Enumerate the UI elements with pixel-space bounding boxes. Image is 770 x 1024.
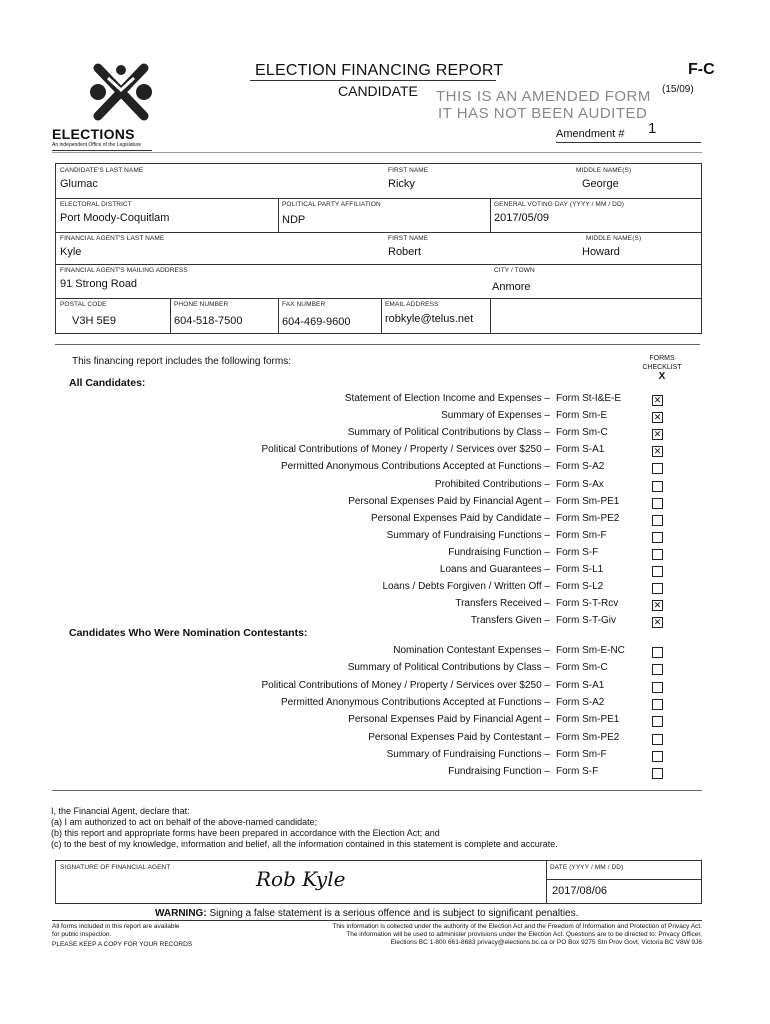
district-label: ELECTORAL DISTRICT bbox=[60, 201, 132, 208]
agent-middle-name: Howard bbox=[582, 246, 620, 258]
form-description: Summary of Fundraising Functions – bbox=[386, 748, 550, 760]
form-description: Prohibited Contributions – bbox=[434, 478, 550, 490]
stamp-line-1: THIS IS AN AMENDED FORM bbox=[436, 88, 651, 105]
page-subtitle: CANDIDATE bbox=[338, 83, 418, 99]
phone-label: PHONE NUMBER bbox=[174, 301, 229, 308]
form-checkbox[interactable] bbox=[652, 734, 663, 745]
footer-left-line-1: All forms included in this report are available bbox=[52, 923, 180, 930]
declaration-line-3: (b) this report and appropriate forms have been prepared in accordance with the Election Act; and bbox=[51, 828, 440, 838]
declaration-line-4: (c) to the best of my knowledge, information and belief, all the information contained in this statement is complete and accurate. bbox=[51, 839, 558, 849]
form-checkbox[interactable]: ✕ bbox=[653, 395, 662, 405]
form-description: Summary of Fundraising Functions – bbox=[386, 529, 550, 541]
form-checkbox[interactable]: ✕ bbox=[653, 412, 662, 423]
candidate-middle-name-label: MIDDLE NAME(S) bbox=[576, 167, 632, 174]
candidate-last-name: Glumac bbox=[60, 178, 98, 190]
checklist-label-3: X bbox=[658, 371, 666, 382]
form-checkbox[interactable] bbox=[652, 481, 663, 492]
form-code-label: Form Sm-E bbox=[556, 410, 608, 422]
form-checkbox[interactable] bbox=[652, 716, 663, 727]
form-code-label: Form Sm-E-NC bbox=[556, 645, 625, 656]
form-description: Loans and Guarantees – bbox=[439, 564, 550, 575]
form-code-label: Form Sm-PE1 bbox=[556, 495, 620, 507]
form-description: Personal Expenses Paid by Financial Agent – bbox=[348, 495, 550, 507]
candidate-info-box bbox=[55, 163, 702, 334]
form-code-label: Form Sm-PE2 bbox=[556, 512, 620, 524]
amendment-value: 1 bbox=[648, 120, 657, 137]
declaration bbox=[51, 806, 558, 850]
form-code-label: Form S-L1 bbox=[556, 564, 604, 575]
form-code-label: Form S-F bbox=[556, 766, 599, 778]
form-description: Political Contributions of Money / Property / Services over $250 – bbox=[261, 679, 550, 691]
form-description: Nomination Contestant Expenses – bbox=[393, 645, 550, 656]
org-tagline: An independent Office of the Legislature bbox=[52, 142, 142, 148]
form-version: (15/09) bbox=[662, 84, 694, 95]
all-candidates-heading: All Candidates: bbox=[69, 377, 146, 389]
elections-logo-icon bbox=[86, 60, 156, 124]
form-checkbox[interactable] bbox=[652, 768, 663, 779]
form-checkbox[interactable] bbox=[652, 664, 663, 675]
agent-middle-name-label: MIDDLE NAME(S) bbox=[586, 235, 642, 242]
form-description: Transfers Received – bbox=[455, 598, 550, 610]
agent-city: Anmore bbox=[492, 281, 531, 293]
page-title: ELECTION FINANCING REPORT bbox=[255, 62, 504, 79]
form-description: Political Contributions of Money / Property / Services over $250 – bbox=[261, 444, 550, 456]
form-checkbox[interactable] bbox=[652, 699, 663, 710]
form-code-label: Form S-L2 bbox=[556, 581, 604, 593]
form-code-label: Form S-A2 bbox=[556, 461, 605, 473]
date-label: DATE (YYYY / MM / DD) bbox=[550, 864, 624, 871]
footer-right bbox=[240, 923, 702, 947]
forms-intro: This financing report includes the following forms: bbox=[72, 356, 291, 367]
form-code-label: Form S-T-Giv bbox=[556, 615, 616, 627]
form-checkbox[interactable] bbox=[652, 583, 663, 594]
form-checkbox[interactable] bbox=[652, 566, 663, 577]
checklist-heading bbox=[630, 354, 694, 381]
checklist-label-1: FORMS bbox=[649, 355, 675, 362]
postal-code: V3H 5E9 bbox=[72, 315, 117, 327]
candidate-first-name: Ricky bbox=[388, 178, 415, 190]
form-code-label: Form S-F bbox=[556, 546, 599, 558]
candidate-first-name-label: FIRST NAME bbox=[388, 167, 429, 174]
form-description: Summary of Expenses – bbox=[441, 410, 550, 422]
form-description: Fundraising Function – bbox=[448, 766, 550, 778]
form-code-label: Form S-A1 bbox=[556, 444, 605, 456]
form-code: F-C bbox=[688, 61, 715, 78]
footer-left-line-2: for public inspection. bbox=[52, 931, 112, 938]
fax-label: FAX NUMBER bbox=[282, 301, 326, 308]
stamp-line-2: IT HAS NOT BEEN AUDITED bbox=[438, 105, 648, 122]
footer-right-line-2: The information will be used to administer provisions under the Election Act. Questions are to be directed to: Privacy Officer, bbox=[346, 931, 702, 938]
fax-number: 604-469-9600 bbox=[282, 316, 351, 328]
signature-label: SIGNATURE OF FINANCIAL AGENT bbox=[60, 864, 171, 871]
footer-right-line-1: This information is collected under the authority of the Election Act and the Freedom of Information and Protection of Privacy Act. bbox=[332, 923, 702, 930]
form-checkbox[interactable]: ✕ bbox=[653, 600, 662, 611]
form-description: Permitted Anonymous Contributions Accepted at Functions – bbox=[280, 696, 550, 708]
candidate-middle-name: George bbox=[582, 178, 619, 190]
form-description: Statement of Election Income and Expenses – bbox=[344, 393, 550, 404]
agent-first-name: Robert bbox=[388, 246, 422, 258]
form-code-label: Form St-I&E-E bbox=[556, 393, 622, 404]
form-description: Summary of Political Contributions by Class – bbox=[347, 427, 550, 439]
form-code-label: Form S-A2 bbox=[556, 696, 605, 708]
agent-address: 91 Strong Road bbox=[60, 278, 138, 290]
form-code-label: Form Sm-PE1 bbox=[556, 714, 620, 726]
form-description: Transfers Given – bbox=[470, 615, 550, 627]
form-description: Fundraising Function – bbox=[448, 546, 550, 558]
amended-stamp bbox=[436, 88, 651, 122]
amendment-label: Amendment # bbox=[556, 128, 625, 140]
footer-left bbox=[52, 923, 192, 949]
email-address: robkyle@telus.net bbox=[385, 313, 474, 325]
form-checkbox[interactable] bbox=[652, 532, 663, 543]
agent-first-name-label: FIRST NAME bbox=[388, 235, 429, 242]
agent-address-label: FINANCIAL AGENT'S MAILING ADDRESS bbox=[60, 267, 188, 274]
phone-number: 604-518-7500 bbox=[174, 315, 243, 327]
footer-left-line-3: PLEASE KEEP A COPY FOR YOUR RECORDS bbox=[52, 941, 193, 948]
form-checkbox[interactable] bbox=[652, 515, 663, 526]
form-description: Summary of Political Contributions by Class – bbox=[347, 662, 550, 674]
org-name: ELECTIONS bbox=[52, 126, 135, 142]
warning-statement bbox=[155, 908, 578, 919]
form-checkbox[interactable]: ✕ bbox=[653, 617, 662, 628]
party-label: POLITICAL PARTY AFFILIATION bbox=[282, 201, 381, 208]
declaration-line-2: (a) I am authorized to act on behalf of the above-named candidate; bbox=[51, 817, 318, 827]
form-code-label: Form Sm-C bbox=[556, 662, 608, 674]
form-code-label: Form Sm-F bbox=[556, 529, 607, 541]
agent-signature: Rob Kyle bbox=[256, 867, 346, 891]
postal-code-label: POSTAL CODE bbox=[60, 301, 107, 308]
form-checkbox[interactable] bbox=[652, 498, 663, 509]
city-label: CITY / TOWN bbox=[494, 267, 535, 274]
form-checkbox[interactable] bbox=[652, 463, 663, 474]
signature-box bbox=[55, 860, 702, 904]
form-description: Personal Expenses Paid by Contestant – bbox=[368, 731, 550, 743]
form-checkbox[interactable] bbox=[652, 751, 663, 762]
form-description: Loans / Debts Forgiven / Written Off – bbox=[382, 581, 550, 593]
form-checkbox[interactable] bbox=[652, 682, 663, 693]
form-checkbox[interactable]: ✕ bbox=[653, 429, 662, 440]
nomination-heading: Candidates Who Were Nomination Contestants: bbox=[69, 627, 308, 639]
form-description: Permitted Anonymous Contributions Accepted at Functions – bbox=[280, 461, 550, 473]
warning-label: WARNING: bbox=[155, 908, 207, 919]
form-code-label: Form Sm-C bbox=[556, 427, 608, 439]
voting-day-label: GENERAL VOTING DAY (YYYY / MM / DD) bbox=[494, 201, 625, 208]
form-description: Personal Expenses Paid by Candidate – bbox=[370, 512, 550, 524]
form-code-label: Form Sm-F bbox=[556, 748, 607, 760]
electoral-district: Port Moody-Coquitlam bbox=[60, 212, 170, 224]
form-code-label: Form S-Ax bbox=[556, 478, 604, 490]
agent-last-name: Kyle bbox=[60, 246, 82, 258]
voting-day: 2017/05/09 bbox=[494, 212, 550, 224]
form-checkbox[interactable] bbox=[652, 549, 663, 560]
form-description: Personal Expenses Paid by Financial Agent – bbox=[348, 714, 550, 726]
email-label: EMAIL ADDRESS bbox=[385, 301, 439, 308]
form-code-label: Form Sm-PE2 bbox=[556, 731, 620, 743]
form-checkbox[interactable] bbox=[652, 647, 663, 658]
party-affiliation: NDP bbox=[282, 214, 306, 226]
agent-last-name-label: FINANCIAL AGENT'S LAST NAME bbox=[60, 235, 165, 242]
form-checkbox[interactable]: ✕ bbox=[653, 446, 662, 457]
checklist-label-2: CHECKLIST bbox=[642, 364, 682, 371]
signature-date: 2017/08/06 bbox=[552, 885, 608, 897]
warning-text: Signing a false statement is a serious offence and is subject to significant penalties. bbox=[209, 908, 579, 919]
form-code-label: Form S-T-Rcv bbox=[556, 598, 619, 610]
form-code-label: Form S-A1 bbox=[556, 679, 605, 691]
declaration-line-1: I, the Financial Agent, declare that: bbox=[51, 806, 190, 816]
footer-right-line-3: Elections BC 1-800 661-8683 privacy@elections.bc.ca or PO Box 9275 Stn Prov Govt, Victoria BC V8W 9J6 bbox=[390, 939, 702, 946]
candidate-last-name-label: CANDIDATE'S LAST NAME bbox=[60, 167, 144, 174]
